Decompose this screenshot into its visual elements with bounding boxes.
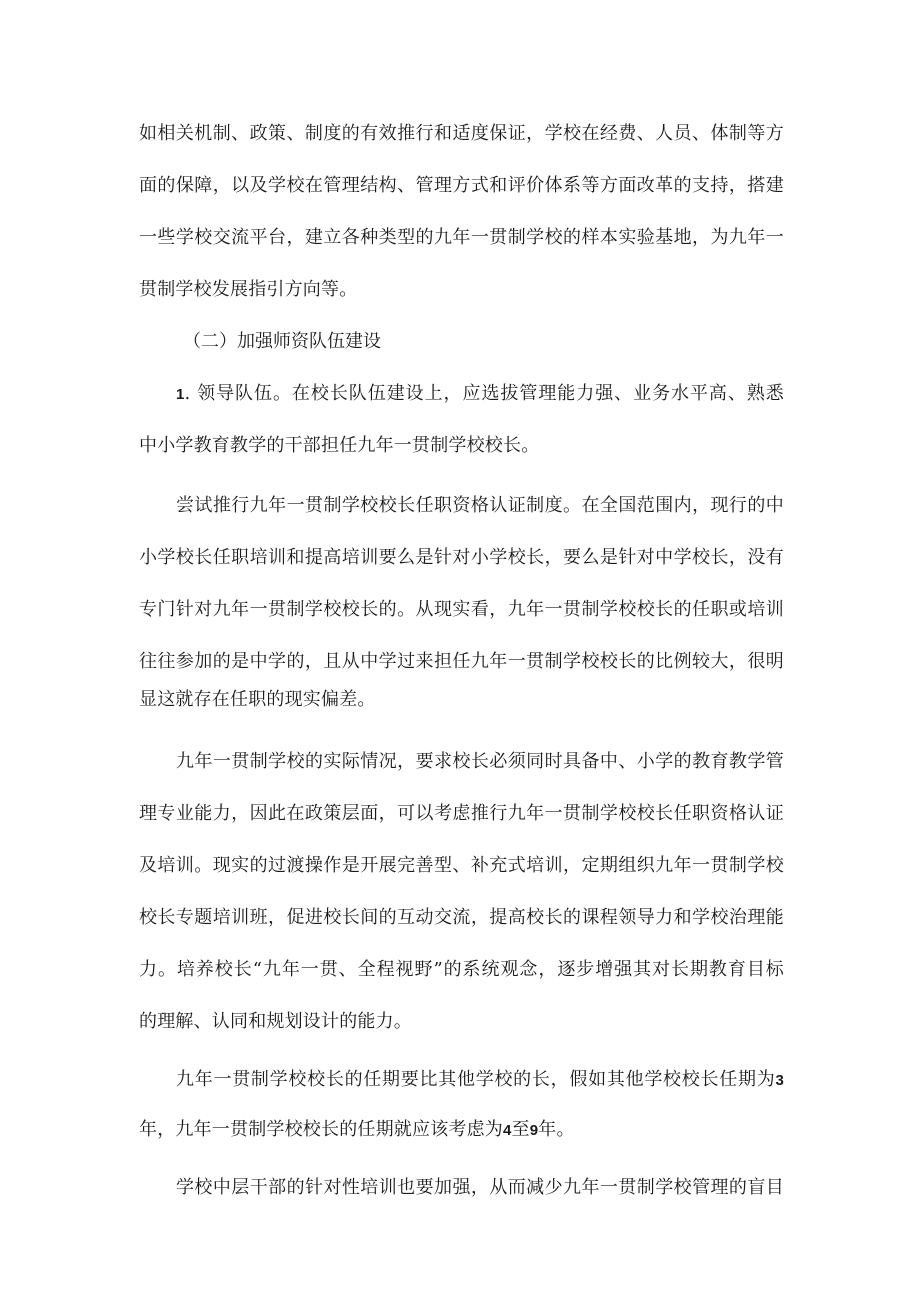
para4-line-1: 九年一贯制学校的实际情况，要求校长必须同时具备中、小学的教育教学管 bbox=[176, 751, 784, 772]
para5-term-min: 4 bbox=[503, 1122, 512, 1139]
para1-line-2: 面的保障，以及学校在管理结构、管理方式和评价体系等方面改革的支持，搭建 bbox=[139, 175, 784, 196]
para4-line-2: 理专业能力，因此在政策层面，可以考虑推行九年一贯制学校校长任职资格认证 bbox=[139, 803, 784, 824]
para4-line-4: 校长专题培训班，促进校长间的互动交流，提高校长的课程领导力和学校治理能 bbox=[139, 907, 784, 928]
para3-line-5: 显这就存在任职的现实偏差。 bbox=[139, 689, 376, 710]
para6-line-1: 学校中层干部的针对性培训也要加强，从而减少九年一贯制学校管理的盲目 bbox=[176, 1177, 784, 1198]
para5-line-2-text-a: 年，九年一贯制学校校长的任期就应该考虑为 bbox=[139, 1119, 503, 1140]
para5-line-1-text: 九年一贯制学校校长的任期要比其他学校的长，假如其他学校校长任期为 bbox=[176, 1069, 776, 1090]
para1-line-1: 如相关机制、政策、制度的有效推行和适度保证，学校在经费、人员、体制等方 bbox=[139, 123, 784, 144]
para5-line-2 bbox=[139, 1118, 575, 1143]
para4-line-5: 力。培养校长“九年一贯、全程视野”的系统观念，逐步增强其对长期教育目标 bbox=[139, 959, 784, 980]
para5-term-number: 3 bbox=[775, 1072, 784, 1089]
para4-line-6: 的理解、认同和规划设计的能力。 bbox=[139, 1011, 412, 1032]
para5-line-2-text-c: 年。 bbox=[538, 1119, 575, 1140]
para3-line-1: 尝试推行九年一贯制学校校长任职资格认证制度。在全国范围内，现行的中 bbox=[176, 495, 784, 516]
para5-term-max: 9 bbox=[529, 1122, 539, 1139]
para2-line-1 bbox=[176, 382, 784, 407]
para1-line-3: 一些学校交流平台，建立各种类型的九年一贯制学校的样本实验基地，为九年一 bbox=[139, 227, 784, 248]
para3-line-3: 专门针对九年一贯制学校校长的。从现实看，九年一贯制学校校长的任职或培训 bbox=[139, 599, 784, 620]
section-heading: （二）加强师资队伍建设 bbox=[183, 331, 381, 352]
para4-line-3: 及培训。现实的过渡操作是开展完善型、补充式培训，定期组织九年一贯制学校 bbox=[139, 855, 784, 876]
para1-line-4: 贯制学校发展指引方向等。 bbox=[139, 279, 358, 300]
para3-line-2: 小学校长任职培训和提高培训要么是针对小学校长，要么是针对中学校长，没有 bbox=[139, 547, 784, 568]
para2-line-1-text: . 领导队伍。在校长队伍建设上，应选拔管理能力强、业务水平高、熟悉 bbox=[184, 383, 784, 404]
para3-line-4: 往往参加的是中学的，且从中学过来担任九年一贯制学校校长的比例较大，很明 bbox=[139, 651, 784, 672]
para5-line-2-text-b: 至 bbox=[511, 1119, 530, 1140]
para5-line-1 bbox=[176, 1068, 784, 1093]
para2-number: 1 bbox=[176, 386, 185, 403]
para2-line-2: 中小学教育教学的干部担任九年一贯制学校校长。 bbox=[139, 435, 540, 456]
